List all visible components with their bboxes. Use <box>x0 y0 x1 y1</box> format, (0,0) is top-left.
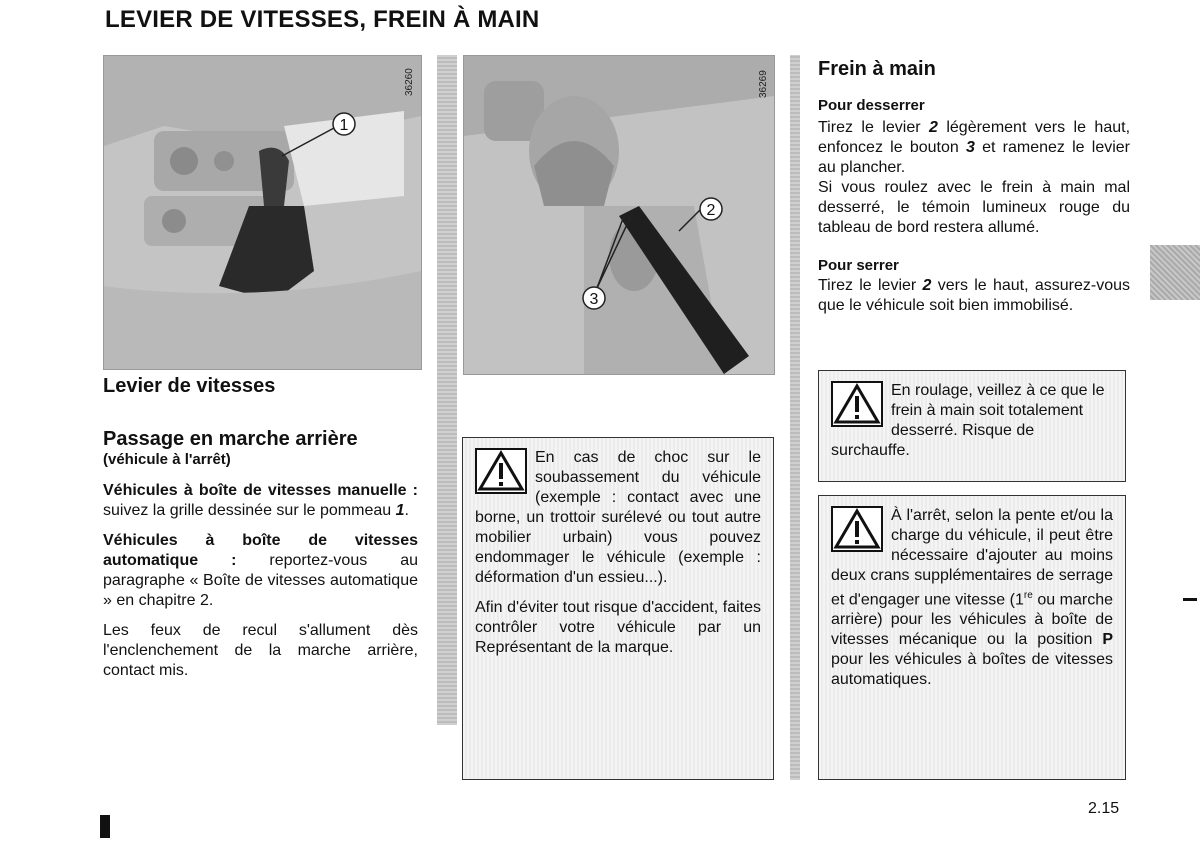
release-instruction: Tirez le levier 2 légèrement vers le haut, enfoncez le bouton 3 et ramenez le levier au plancher. <box>818 119 1131 176</box>
release-text <box>818 118 1130 238</box>
photo2-callout-2: 2 <box>706 202 716 219</box>
gear-lever-heading: Levier de vitesses <box>103 375 276 397</box>
handbrake-heading: Frein à main <box>818 58 936 80</box>
handbrake-illustration <box>464 56 774 374</box>
page-number: 2.15 <box>1088 800 1120 817</box>
automatic-gearbox-paragraph: Véhicules à boîte de vitesses automatique : reportez-vous au paragraphe « Boîte de vitesses automatique » en chapitre 2. <box>103 532 418 609</box>
reverse-gear-heading: Passage en marche arrière <box>103 428 358 450</box>
page-title: LEVIER DE VITESSES, FREIN À MAIN <box>105 6 540 33</box>
margin-bar-mark <box>100 815 110 838</box>
warning-triangle-icon <box>831 381 883 427</box>
driving-handbrake-warning-text: En roulage, veillez à ce que le frein à main soit totalement desserré. Risque de surchauffe. <box>831 382 1105 459</box>
dealer-check-text: Afin d'éviter tout risque d'accident, faites contrôler votre véhicule par un Représentant de la marque. <box>475 599 761 656</box>
handbrake-photo <box>463 55 775 375</box>
first-gear-superscript: re <box>1023 590 1033 601</box>
column-gutter-left <box>437 55 457 725</box>
photo2-callout-3: 3 <box>589 291 599 308</box>
underbody-warning-box <box>462 437 774 780</box>
park-position-letter: P <box>1102 631 1113 649</box>
reverse-lights-paragraph: Les feux de recul s'allument dès l'enclenchement de la marche arrière, contact mis. <box>103 622 418 679</box>
driving-handbrake-warning-box <box>818 370 1126 482</box>
underbody-warning-text: En cas de choc sur le soubassement du véhicule (exemple : contact avec une borne, un trottoir surélevé ou tout autre mobilier urbain) vous pouvez endommager le véhicule (exemple : déformation d'un essieu...). <box>475 449 761 586</box>
gear-lever-illustration <box>104 56 421 369</box>
left-body-text <box>103 481 418 691</box>
warning-triangle-icon <box>475 448 527 494</box>
release-heading: Pour desserrer <box>818 97 925 114</box>
column-gutter-right <box>790 55 800 780</box>
photo2-code: 36269 <box>758 70 769 98</box>
gear-lever-photo <box>103 55 422 370</box>
edge-dash-mark <box>1183 598 1197 601</box>
manual-gearbox-paragraph: Véhicules à boîte de vitesses manuelle : suivez la grille dessinée sur le pommeau 1. <box>103 482 418 519</box>
reverse-gear-note: (véhicule à l'arrêt) <box>103 451 231 468</box>
photo1-callout-1: 1 <box>339 117 349 134</box>
release-warning-light-text: Si vous roulez avec le frein à main mal desserré, le témoin lumineux rouge du tableau de bord restera allumé. <box>818 179 1130 236</box>
apply-text <box>818 276 1130 316</box>
parking-warning-text-a: À l'arrêt, selon la pente et/ou la charge du véhicule, il peut être nécessaire d'ajouter au moins deux crans supplémentaires de serrage et d'engager une vitesse (1 <box>831 507 1113 609</box>
parking-warning-text-c: pour les véhicules à boîtes de vitesses automatiques. <box>831 651 1113 689</box>
parking-handbrake-warning-box <box>818 495 1126 780</box>
chapter-tab-marker <box>1150 245 1200 300</box>
parking-warning-text-b: ou marche arrière) pour les véhicules à boîte de vitesses mécanique ou la position <box>831 591 1113 649</box>
apply-instruction: Tirez le levier 2 vers le haut, assurez-vous que le véhicule soit bien immobilisé. <box>818 277 1130 314</box>
warning-triangle-icon <box>831 506 883 552</box>
photo1-code: 36260 <box>404 68 415 96</box>
apply-heading: Pour serrer <box>818 257 899 274</box>
